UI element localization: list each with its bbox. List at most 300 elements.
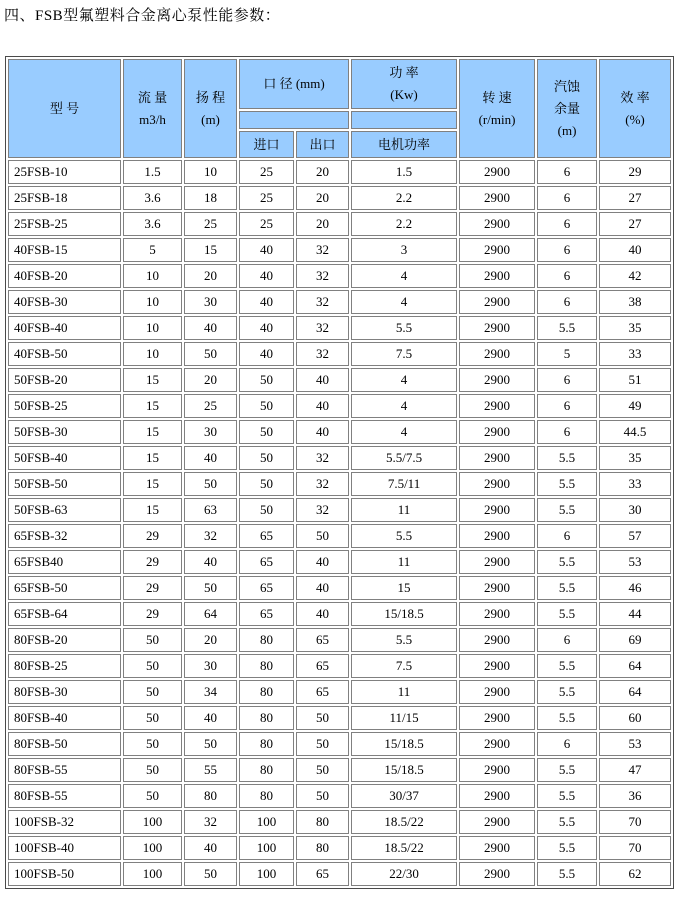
cell-inlet: 80 (239, 628, 294, 652)
cell-npsh: 6 (537, 160, 597, 184)
cell-motor-power: 4 (351, 290, 457, 314)
cell-outlet: 20 (296, 186, 349, 210)
cell-inlet: 80 (239, 758, 294, 782)
cell-inlet: 80 (239, 654, 294, 678)
cell-model: 80FSB-30 (8, 680, 121, 704)
cell-model: 50FSB-25 (8, 394, 121, 418)
cell-head: 40 (184, 836, 237, 860)
cell-outlet: 50 (296, 732, 349, 756)
header-power-label: 功 率 (389, 65, 419, 80)
cell-efficiency: 53 (599, 732, 671, 756)
cell-inlet: 50 (239, 368, 294, 392)
cell-head: 32 (184, 810, 237, 834)
cell-speed: 2900 (459, 446, 535, 470)
cell-head: 18 (184, 186, 237, 210)
cell-efficiency: 33 (599, 472, 671, 496)
cell-npsh: 6 (537, 238, 597, 262)
header-npsh (537, 59, 597, 158)
table-row (8, 836, 671, 860)
cell-npsh: 5.5 (537, 498, 597, 522)
cell-flow: 50 (123, 732, 182, 756)
cell-motor-power: 11/15 (351, 706, 457, 730)
cell-inlet: 50 (239, 394, 294, 418)
cell-flow: 50 (123, 758, 182, 782)
cell-speed: 2900 (459, 836, 535, 860)
cell-outlet: 20 (296, 212, 349, 236)
cell-model: 40FSB-15 (8, 238, 121, 262)
table-row (8, 758, 671, 782)
table-row (8, 810, 671, 834)
cell-flow: 50 (123, 706, 182, 730)
cell-outlet: 50 (296, 524, 349, 548)
cell-npsh: 5.5 (537, 836, 597, 860)
cell-motor-power: 4 (351, 264, 457, 288)
table-row (8, 732, 671, 756)
cell-model: 100FSB-40 (8, 836, 121, 860)
cell-npsh: 5.5 (537, 550, 597, 574)
cell-npsh: 6 (537, 628, 597, 652)
cell-outlet: 50 (296, 706, 349, 730)
cell-npsh: 5.5 (537, 862, 597, 886)
cell-npsh: 5.5 (537, 706, 597, 730)
cell-inlet: 100 (239, 836, 294, 860)
cell-head: 40 (184, 706, 237, 730)
cell-npsh: 5.5 (537, 784, 597, 808)
cell-model: 40FSB-20 (8, 264, 121, 288)
cell-head: 50 (184, 576, 237, 600)
header-npsh-unit: (m) (557, 122, 577, 138)
cell-outlet: 32 (296, 238, 349, 262)
cell-outlet: 80 (296, 836, 349, 860)
cell-npsh: 6 (537, 290, 597, 314)
header-speed (459, 59, 535, 158)
cell-npsh: 6 (537, 368, 597, 392)
cell-inlet: 65 (239, 550, 294, 574)
cell-outlet: 80 (296, 810, 349, 834)
cell-npsh: 6 (537, 420, 597, 444)
header-head (184, 59, 237, 158)
cell-motor-power: 2.2 (351, 186, 457, 210)
cell-motor-power: 7.5 (351, 654, 457, 678)
cell-flow: 10 (123, 264, 182, 288)
cell-motor-power: 4 (351, 368, 457, 392)
cell-flow: 3.6 (123, 186, 182, 210)
cell-inlet: 80 (239, 732, 294, 756)
cell-head: 50 (184, 862, 237, 886)
cell-model: 100FSB-50 (8, 862, 121, 886)
header-motor-power-label: 电机功率 (378, 136, 431, 152)
cell-head: 40 (184, 550, 237, 574)
header-speed-unit: (r/min) (478, 111, 516, 127)
cell-motor-power: 11 (351, 498, 457, 522)
cell-efficiency: 33 (599, 342, 671, 366)
table-row (8, 472, 671, 496)
cell-model: 65FSB-64 (8, 602, 121, 626)
cell-model: 80FSB-55 (8, 758, 121, 782)
cell-inlet: 25 (239, 212, 294, 236)
cell-outlet: 40 (296, 550, 349, 574)
header-efficiency-unit: (%) (625, 111, 645, 127)
cell-efficiency: 46 (599, 576, 671, 600)
page-title: 四、FSB型氟塑料合金离心泵性能参数： (4, 8, 281, 24)
cell-model: 50FSB-63 (8, 498, 121, 522)
header-diameter-label: 口 径 (mm) (263, 76, 325, 91)
cell-head: 63 (184, 498, 237, 522)
table-row (8, 602, 671, 626)
cell-npsh: 5.5 (537, 758, 597, 782)
cell-flow: 29 (123, 550, 182, 574)
cell-speed: 2900 (459, 264, 535, 288)
header-spacer-diameter (239, 111, 349, 129)
cell-head: 40 (184, 316, 237, 340)
table-row (8, 524, 671, 548)
cell-head: 55 (184, 758, 237, 782)
cell-inlet: 80 (239, 706, 294, 730)
header-model (8, 59, 121, 158)
cell-speed: 2900 (459, 524, 535, 548)
cell-speed: 2900 (459, 498, 535, 522)
table-row (8, 160, 671, 184)
cell-flow: 50 (123, 680, 182, 704)
cell-head: 80 (184, 784, 237, 808)
cell-motor-power: 5.5 (351, 628, 457, 652)
cell-inlet: 50 (239, 498, 294, 522)
cell-flow: 50 (123, 784, 182, 808)
table-row (8, 654, 671, 678)
cell-inlet: 50 (239, 420, 294, 444)
cell-speed: 2900 (459, 186, 535, 210)
cell-head: 30 (184, 654, 237, 678)
cell-npsh: 5.5 (537, 472, 597, 496)
cell-efficiency: 70 (599, 836, 671, 860)
header-power (351, 59, 457, 109)
table-row (8, 342, 671, 366)
cell-outlet: 32 (296, 264, 349, 288)
cell-speed: 2900 (459, 576, 535, 600)
cell-outlet: 32 (296, 472, 349, 496)
table-row (8, 784, 671, 808)
cell-outlet: 65 (296, 628, 349, 652)
cell-npsh: 6 (537, 212, 597, 236)
cell-efficiency: 64 (599, 654, 671, 678)
cell-npsh: 6 (537, 524, 597, 548)
cell-speed: 2900 (459, 602, 535, 626)
cell-flow: 15 (123, 368, 182, 392)
cell-flow: 10 (123, 316, 182, 340)
cell-inlet: 65 (239, 524, 294, 548)
cell-inlet: 25 (239, 186, 294, 210)
header-inlet (239, 131, 294, 158)
cell-outlet: 40 (296, 368, 349, 392)
cell-model: 25FSB-18 (8, 186, 121, 210)
cell-speed: 2900 (459, 680, 535, 704)
cell-motor-power: 4 (351, 420, 457, 444)
cell-head: 40 (184, 446, 237, 470)
cell-outlet: 65 (296, 680, 349, 704)
cell-inlet: 65 (239, 602, 294, 626)
cell-outlet: 20 (296, 160, 349, 184)
cell-speed: 2900 (459, 654, 535, 678)
cell-flow: 100 (123, 836, 182, 860)
cell-efficiency: 57 (599, 524, 671, 548)
cell-outlet: 32 (296, 498, 349, 522)
table-row (8, 680, 671, 704)
cell-head: 34 (184, 680, 237, 704)
cell-head: 64 (184, 602, 237, 626)
cell-outlet: 40 (296, 394, 349, 418)
cell-flow: 15 (123, 420, 182, 444)
cell-speed: 2900 (459, 628, 535, 652)
cell-npsh: 6 (537, 394, 597, 418)
cell-model: 80FSB-40 (8, 706, 121, 730)
cell-speed: 2900 (459, 394, 535, 418)
cell-inlet: 40 (239, 342, 294, 366)
cell-outlet: 40 (296, 420, 349, 444)
cell-outlet: 40 (296, 576, 349, 600)
cell-motor-power: 18.5/22 (351, 836, 457, 860)
cell-model: 40FSB-30 (8, 290, 121, 314)
header-outlet-label: 出口 (309, 136, 336, 152)
cell-motor-power: 1.5 (351, 160, 457, 184)
cell-speed: 2900 (459, 472, 535, 496)
cell-efficiency: 49 (599, 394, 671, 418)
cell-efficiency: 44 (599, 602, 671, 626)
cell-motor-power: 11 (351, 550, 457, 574)
header-motor-power (351, 131, 457, 158)
cell-flow: 29 (123, 524, 182, 548)
cell-efficiency: 38 (599, 290, 671, 314)
cell-flow: 5 (123, 238, 182, 262)
pump-performance-table (5, 56, 674, 889)
table-row (8, 186, 671, 210)
table-row (8, 316, 671, 340)
cell-speed: 2900 (459, 550, 535, 574)
cell-outlet: 32 (296, 290, 349, 314)
cell-inlet: 80 (239, 680, 294, 704)
cell-motor-power: 15/18.5 (351, 602, 457, 626)
cell-npsh: 5.5 (537, 680, 597, 704)
cell-efficiency: 69 (599, 628, 671, 652)
cell-model: 80FSB-55 (8, 784, 121, 808)
table-row (8, 862, 671, 886)
cell-npsh: 5.5 (537, 576, 597, 600)
cell-model: 100FSB-32 (8, 810, 121, 834)
cell-efficiency: 44.5 (599, 420, 671, 444)
header-npsh-label-2: 余量 (554, 100, 581, 116)
cell-speed: 2900 (459, 316, 535, 340)
cell-inlet: 40 (239, 238, 294, 262)
cell-model: 50FSB-40 (8, 446, 121, 470)
cell-motor-power: 4 (351, 394, 457, 418)
cell-head: 20 (184, 628, 237, 652)
cell-motor-power: 22/30 (351, 862, 457, 886)
cell-head: 20 (184, 264, 237, 288)
header-efficiency (599, 59, 671, 158)
cell-efficiency: 29 (599, 160, 671, 184)
header-inlet-label: 进口 (253, 136, 280, 152)
cell-motor-power: 30/37 (351, 784, 457, 808)
cell-speed: 2900 (459, 342, 535, 366)
header-flow (123, 59, 182, 158)
table-row (8, 446, 671, 470)
cell-npsh: 5.5 (537, 810, 597, 834)
header-npsh-label-1: 汽蚀 (554, 78, 581, 94)
cell-flow: 10 (123, 290, 182, 314)
cell-model: 25FSB-25 (8, 212, 121, 236)
cell-outlet: 32 (296, 446, 349, 470)
cell-head: 20 (184, 368, 237, 392)
cell-head: 50 (184, 342, 237, 366)
cell-efficiency: 62 (599, 862, 671, 886)
cell-npsh: 5.5 (537, 602, 597, 626)
cell-inlet: 40 (239, 316, 294, 340)
cell-flow: 10 (123, 342, 182, 366)
table-row (8, 212, 671, 236)
table-row (8, 368, 671, 392)
cell-model: 25FSB-10 (8, 160, 121, 184)
cell-model: 50FSB-50 (8, 472, 121, 496)
cell-head: 25 (184, 212, 237, 236)
cell-motor-power: 15/18.5 (351, 758, 457, 782)
cell-motor-power: 5.5/7.5 (351, 446, 457, 470)
cell-speed: 2900 (459, 420, 535, 444)
cell-efficiency: 40 (599, 238, 671, 262)
cell-flow: 29 (123, 576, 182, 600)
table-row (8, 498, 671, 522)
cell-outlet: 65 (296, 654, 349, 678)
cell-flow: 15 (123, 498, 182, 522)
cell-efficiency: 70 (599, 810, 671, 834)
cell-motor-power: 11 (351, 680, 457, 704)
header-flow-unit: m3/h (139, 111, 166, 127)
cell-outlet: 50 (296, 758, 349, 782)
cell-model: 65FSB40 (8, 550, 121, 574)
cell-model: 50FSB-20 (8, 368, 121, 392)
cell-motor-power: 5.5 (351, 524, 457, 548)
header-model-label: 型 号 (49, 100, 80, 116)
cell-flow: 100 (123, 810, 182, 834)
table-row (8, 264, 671, 288)
table-row (8, 394, 671, 418)
header-power-unit: (Kw) (390, 87, 418, 102)
cell-efficiency: 51 (599, 368, 671, 392)
cell-motor-power: 7.5/11 (351, 472, 457, 496)
cell-speed: 2900 (459, 810, 535, 834)
cell-speed: 2900 (459, 290, 535, 314)
cell-efficiency: 64 (599, 680, 671, 704)
header-spacer-power (351, 111, 457, 129)
cell-npsh: 6 (537, 186, 597, 210)
cell-npsh: 6 (537, 264, 597, 288)
cell-model: 80FSB-25 (8, 654, 121, 678)
table-row (8, 550, 671, 574)
cell-efficiency: 30 (599, 498, 671, 522)
cell-inlet: 40 (239, 290, 294, 314)
cell-speed: 2900 (459, 758, 535, 782)
cell-flow: 15 (123, 446, 182, 470)
cell-speed: 2900 (459, 238, 535, 262)
cell-npsh: 5.5 (537, 654, 597, 678)
cell-efficiency: 60 (599, 706, 671, 730)
cell-inlet: 100 (239, 862, 294, 886)
cell-head: 10 (184, 160, 237, 184)
cell-head: 25 (184, 394, 237, 418)
cell-outlet: 32 (296, 342, 349, 366)
cell-head: 32 (184, 524, 237, 548)
table-row (8, 290, 671, 314)
cell-motor-power: 2.2 (351, 212, 457, 236)
cell-speed: 2900 (459, 160, 535, 184)
cell-head: 30 (184, 420, 237, 444)
cell-model: 80FSB-20 (8, 628, 121, 652)
cell-speed: 2900 (459, 732, 535, 756)
cell-flow: 29 (123, 602, 182, 626)
cell-flow: 15 (123, 394, 182, 418)
cell-speed: 2900 (459, 212, 535, 236)
cell-model: 40FSB-50 (8, 342, 121, 366)
cell-inlet: 80 (239, 784, 294, 808)
header-speed-label: 转 速 (482, 89, 512, 105)
cell-speed: 2900 (459, 862, 535, 886)
cell-model: 65FSB-32 (8, 524, 121, 548)
cell-model: 40FSB-40 (8, 316, 121, 340)
cell-efficiency: 47 (599, 758, 671, 782)
table-row (8, 420, 671, 444)
cell-efficiency: 53 (599, 550, 671, 574)
cell-model: 80FSB-50 (8, 732, 121, 756)
cell-motor-power: 3 (351, 238, 457, 262)
cell-head: 15 (184, 238, 237, 262)
cell-motor-power: 15 (351, 576, 457, 600)
cell-motor-power: 5.5 (351, 316, 457, 340)
header-flow-label: 流 量 (137, 89, 168, 105)
cell-npsh: 5.5 (537, 316, 597, 340)
cell-npsh: 6 (537, 732, 597, 756)
cell-inlet: 25 (239, 160, 294, 184)
cell-inlet: 100 (239, 810, 294, 834)
cell-efficiency: 35 (599, 446, 671, 470)
cell-flow: 100 (123, 862, 182, 886)
cell-head: 50 (184, 732, 237, 756)
cell-efficiency: 36 (599, 784, 671, 808)
cell-inlet: 50 (239, 472, 294, 496)
table-row (8, 576, 671, 600)
cell-speed: 2900 (459, 368, 535, 392)
table-row (8, 706, 671, 730)
header-efficiency-label: 效 率 (620, 89, 650, 105)
cell-efficiency: 35 (599, 316, 671, 340)
cell-head: 30 (184, 290, 237, 314)
cell-motor-power: 7.5 (351, 342, 457, 366)
cell-motor-power: 15/18.5 (351, 732, 457, 756)
cell-speed: 2900 (459, 784, 535, 808)
cell-flow: 3.6 (123, 212, 182, 236)
cell-flow: 15 (123, 472, 182, 496)
cell-outlet: 50 (296, 784, 349, 808)
cell-efficiency: 27 (599, 186, 671, 210)
cell-efficiency: 27 (599, 212, 671, 236)
cell-model: 50FSB-30 (8, 420, 121, 444)
cell-inlet: 50 (239, 446, 294, 470)
cell-speed: 2900 (459, 706, 535, 730)
cell-inlet: 65 (239, 576, 294, 600)
cell-outlet: 65 (296, 862, 349, 886)
cell-outlet: 40 (296, 602, 349, 626)
table-row (8, 628, 671, 652)
cell-flow: 50 (123, 628, 182, 652)
table-row (8, 238, 671, 262)
cell-npsh: 5 (537, 342, 597, 366)
